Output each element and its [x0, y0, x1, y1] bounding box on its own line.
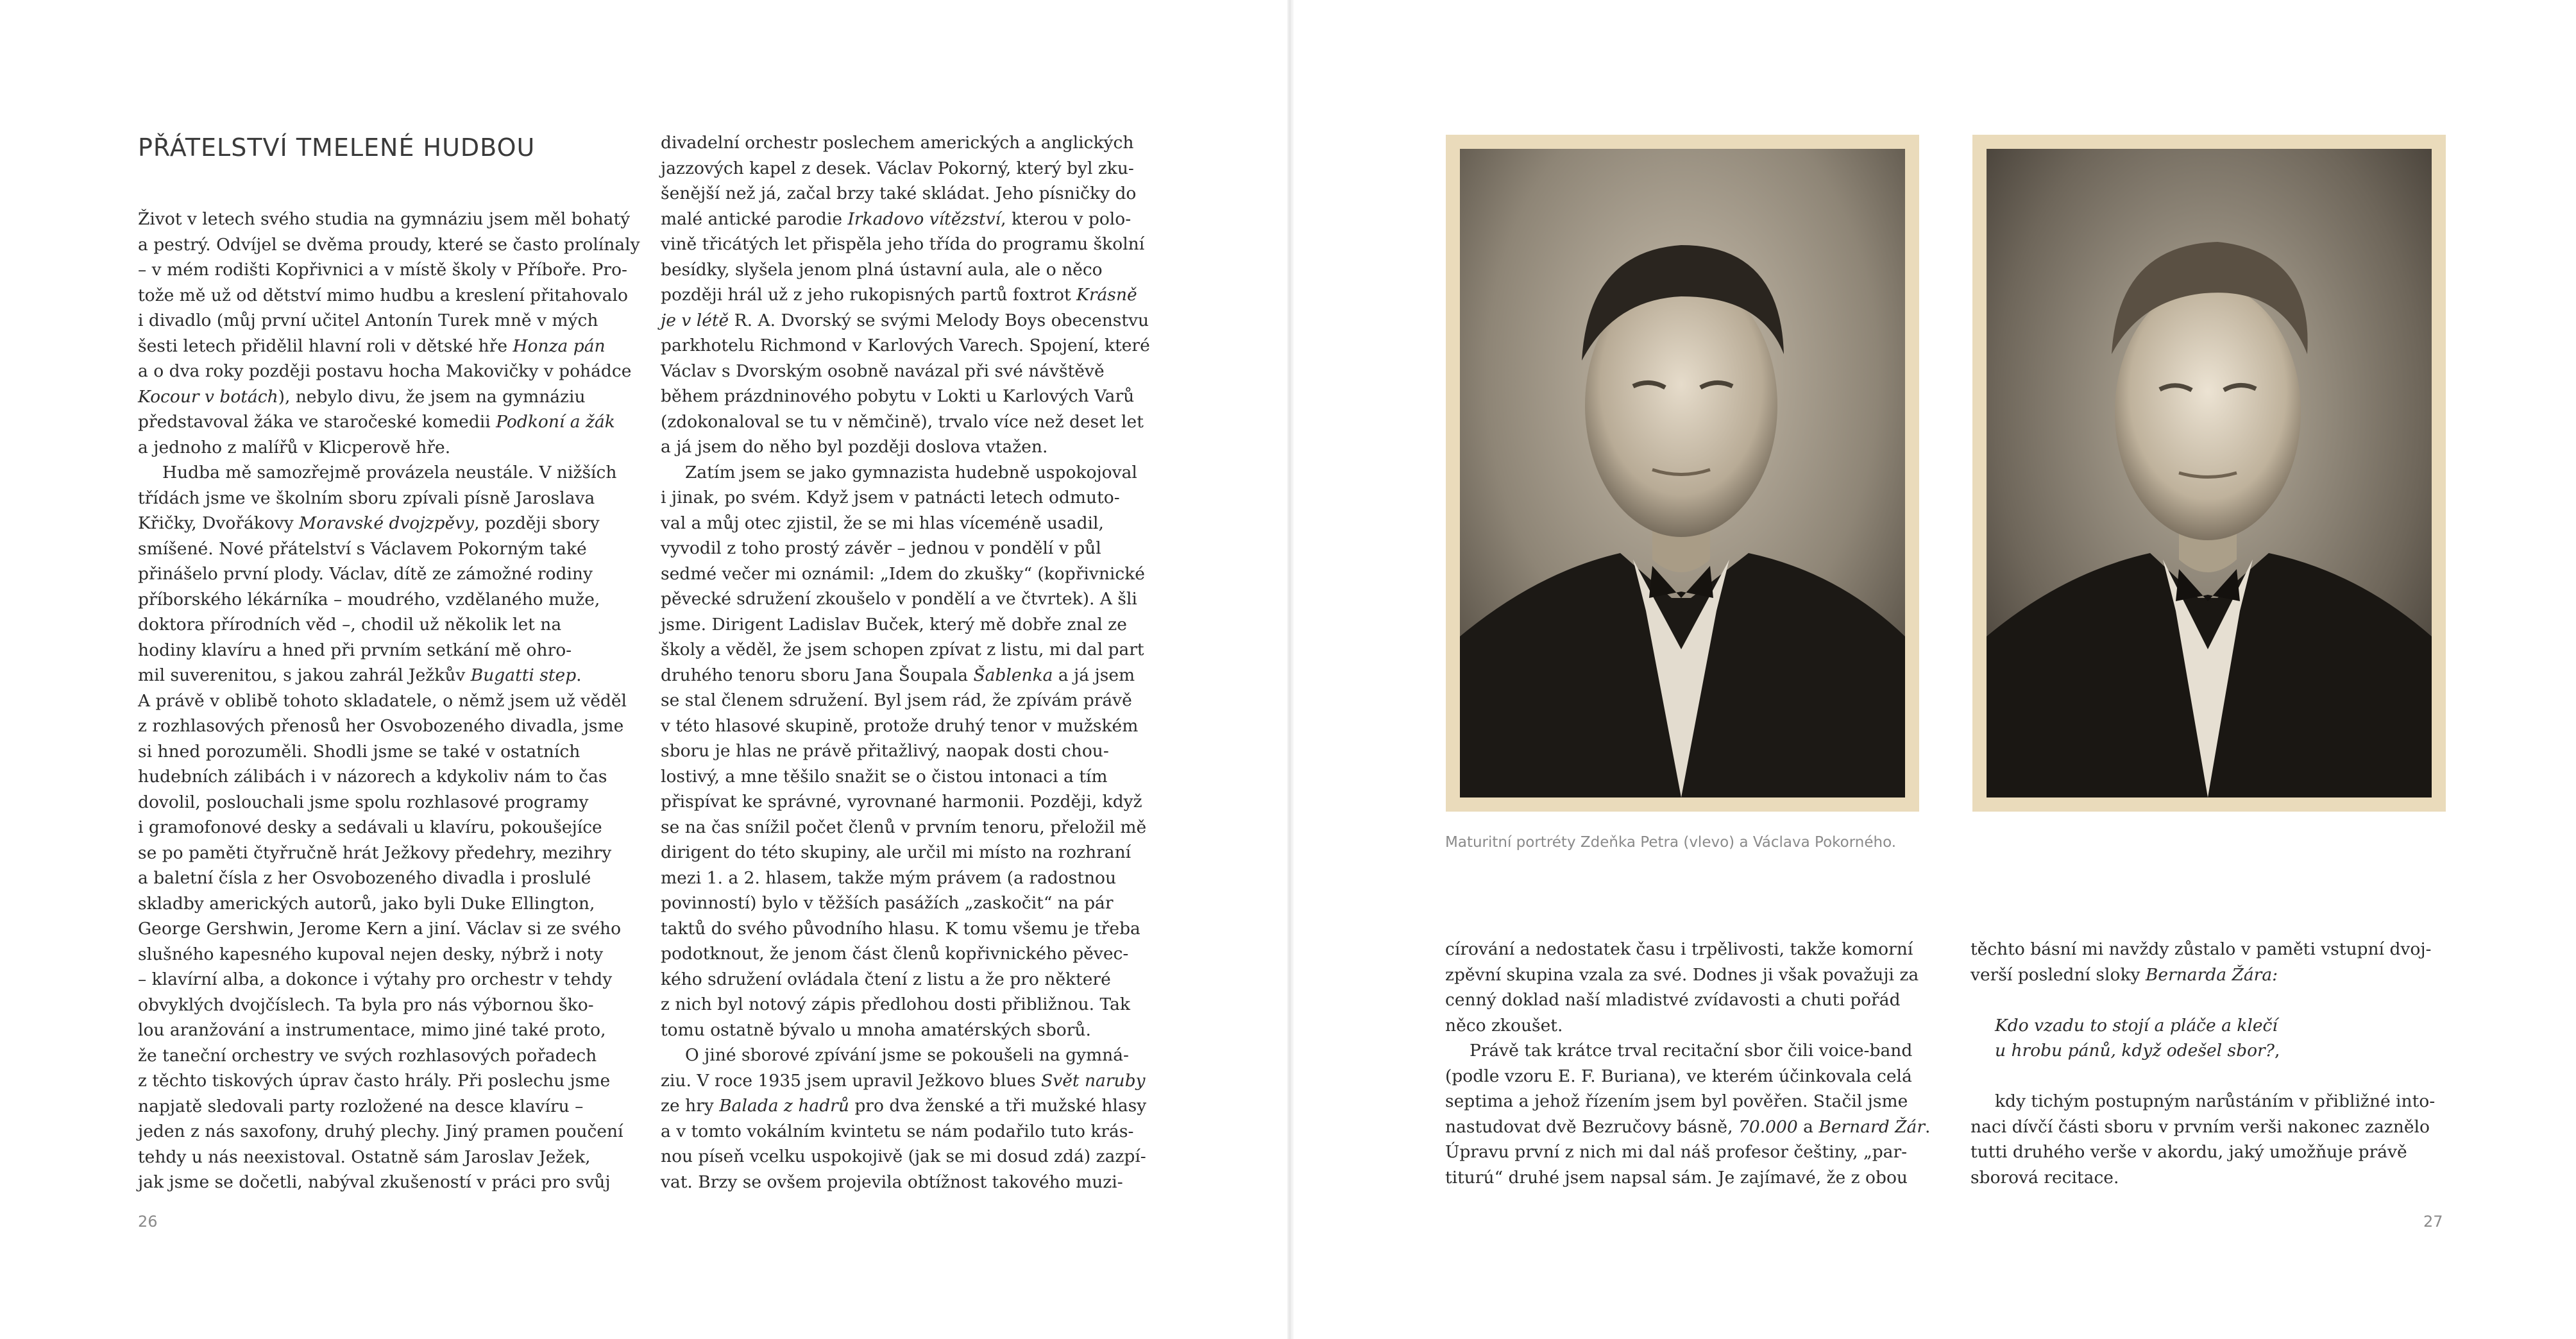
text-line: Život v letech svého studia na gymnáziu jsem měl bohatý — [138, 209, 631, 229]
text-line: zpěvní skupina vzala za své. Dodnes ji však považuji za — [1445, 964, 1919, 985]
text-line: i gramofonové desky a sedávali u klavíru, pokoušejíce — [138, 817, 602, 837]
text-line: podotknout, že jenom část členů kopřivnického pěvec- — [661, 944, 1129, 964]
text-line: povinností) bylo v těžších pasážích „zaskočit“ na pár — [661, 893, 1114, 913]
text-line: titurú“ druhé jsem napsal sám. Je zajímavé, že z obou — [1445, 1167, 1908, 1188]
text-line: sedmé večer mi oznámil: „Idem do zkušky“ (kopřivnické — [661, 563, 1145, 584]
text-line: ziu. V roce 1935 jsem upravil Ježkovo blues Svět naruby — [661, 1070, 1146, 1091]
text-line: vat. Brzy se ovšem projevila obtížnost takového muzi- — [661, 1172, 1123, 1192]
text-line: Kocour v botách), nebylo divu, že jsem na gymnáziu — [138, 386, 586, 407]
text-line: malé antické parodie Irkadovo vítězství, kterou v polo- — [661, 209, 1131, 229]
text-line: i divadlo (můj první učitel Antonín Turek mně v mých — [138, 311, 598, 330]
text-line: z nich byl notový zápis předlohou dosti přibližnou. Tak — [661, 994, 1130, 1014]
text-line: Úpravu první z nich mi dal náš profesor češtiny, „par- — [1445, 1142, 1908, 1162]
text-line: val a můj otec zjistil, že se mi hlas víceméně usadil, — [661, 513, 1104, 533]
text-line: pěvecké sdružení zkoušelo v pondělí a ve čtvrtek). A šli — [661, 589, 1137, 609]
text-line: druhého tenoru sboru Jana Šoupala Šablenka a já jsem — [661, 665, 1135, 685]
text-line: – klavírní alba, a dokonce i výtahy pro orchestr v tehdy — [138, 969, 613, 989]
text-line: jeden z nás saxofony, druhý plechy. Jiný pramen poučení — [138, 1122, 623, 1141]
text-line: z rozhlasových přenosů her Osvobozeného divadla, jsme — [138, 716, 624, 736]
text-line: školy a věděl, že jsem schopen zpívat z listu, mi dal part — [661, 640, 1144, 660]
text-line: je v létě R. A. Dvorský se svými Melody Boys obecenstvu — [661, 310, 1149, 330]
text-line: šenější než já, začal brzy také skládat. Jeho písničky do — [661, 183, 1137, 203]
text-column-3 — [1445, 937, 1925, 1190]
text-line: George Gershwin, Jerome Kern a jiní. Václav si ze svého — [138, 919, 622, 939]
text-line: taktů do svého původního hlasu. K tomu všemu je třeba — [661, 918, 1140, 939]
portrait-photo-zdenek-petr — [1446, 135, 1919, 812]
text-line: a jednoho z malířů v Klicperově hře. — [138, 437, 451, 457]
text-line: třídách jsme ve školním sboru zpívali písně Jaroslava — [138, 488, 595, 508]
text-line: i jinak, po svém. Když jsem v patnácti letech odmuto- — [661, 488, 1120, 507]
text-column-2 — [661, 130, 1150, 1195]
text-line: šesti letech přidělil hlavní roli v dětské hře Honza pán — [138, 336, 606, 356]
text-line: lou aranžování a instrumentace, mimo jiné také proto, — [138, 1020, 606, 1040]
photo-caption: Maturitní portréty Zdeňka Petra (vlevo) a Václava Pokorného. — [1445, 834, 1897, 851]
text-column-4 — [1970, 937, 2445, 1190]
left-page — [0, 0, 1287, 1339]
text-line: skladby amerických autorů, jako byli Duke Ellington, — [138, 893, 595, 914]
text-line: tutti druhého verše v akordu, jaký umožňuje právě — [1970, 1142, 2407, 1162]
text-line: naci dívčí části sboru v prvním verši nakonec zaznělo — [1970, 1116, 2430, 1137]
text-line — [1970, 1064, 2445, 1089]
text-line: si hned porozuměli. Shodli jsme se také v ostatních — [138, 741, 580, 762]
text-line: přinášelo první plody. Václav, dítě ze zámožné rodiny — [138, 564, 593, 584]
text-line: obvyklých dvojčíslech. Ta byla pro nás výbornou ško- — [138, 994, 594, 1015]
text-line: napjatě sledovali party rozložené na desce klavíru – — [138, 1096, 584, 1116]
text-line: besídky, slyšela jenom plná ústavní aula, ale o něco — [661, 259, 1103, 280]
book-gutter — [1287, 0, 1294, 1339]
text-line: tehdy u nás neexistoval. Ostatně sám Jaroslav Ježek, — [138, 1147, 591, 1167]
text-line: mezi 1. a 2. hlasem, takže mým právem (a radostnou — [661, 867, 1117, 888]
text-line: smíšené. Nové přátelství s Václavem Pokorným také — [138, 538, 587, 559]
text-line: nou píseň vcelku uspokojivě (jak se mi dosud zdá) zazpí- — [661, 1147, 1146, 1166]
text-line: doktora přírodních věd –, chodil už několik let na — [138, 615, 562, 635]
text-line: jazzových kapel z desek. Václav Pokorný, který byl zku- — [661, 158, 1134, 178]
text-line: těchto básní mi navždy zůstalo v paměti vstupní dvoj- — [1970, 939, 2432, 959]
page-number-right: 27 — [2423, 1213, 2443, 1231]
text-line: jsme. Dirigent Ladislav Buček, který mě dobře znal ze — [661, 614, 1127, 635]
text-line: a já jsem do něho byl později doslova vtažen. — [661, 437, 1048, 457]
text-line: septima a jehož řízením jsem byl pověřen. Stačil jsme — [1445, 1091, 1908, 1111]
text-line: v této hlasové skupině, protože druhý tenor v mužském — [661, 715, 1139, 736]
portrait-photo-vaclav-pokorny — [1972, 135, 2446, 812]
text-line: vyvodil z toho prostý závěr – jednou v pondělí v půl — [661, 538, 1101, 558]
text-line: kdy tichým postupným narůstáním v přibližné into- — [1995, 1091, 2436, 1111]
text-line: vině třicátých let přispěla jeho třída do programu školní — [661, 234, 1145, 254]
text-line: hodiny klavíru a hned při prvním setkání mě ohro- — [138, 640, 572, 660]
text-line: cenný doklad naší mladistvé zvídavosti a chuti pořád — [1445, 990, 1901, 1010]
text-line: přispívat ke správné, vyrovnané harmonii. Později, když — [661, 792, 1142, 812]
text-line: A právě v oblibě tohoto skladatele, o němž jsem už věděl — [138, 690, 627, 711]
text-line: hudebních zálibách i v názorech a kdykoliv nám to čas — [138, 767, 607, 787]
text-line: kého sdružení ovládala čtení z listu a že pro některé — [661, 969, 1111, 989]
text-line: – v mém rodišti Kopřivnici a v místě školy v Příboře. Pro- — [138, 260, 627, 280]
text-line: tože mě už od dětství mimo hudbu a kreslení přitahovalo — [138, 285, 628, 305]
text-line: u hrobu pánů, když odešel sbor?, — [1995, 1041, 2280, 1061]
text-line: nastudovat dvě Bezručovy básně, 70.000 a Bernard Žár — [1445, 1116, 1925, 1137]
text-line: se po paměti čtyřručně hrát Ježkovy předehry, mezihry — [138, 842, 612, 863]
text-line: něco zkoušet. — [1445, 1015, 1563, 1036]
text-line: círování a nedostatek času i trpělivosti, takže komorní — [1445, 939, 1913, 959]
text-line: (zdokonaloval se tu v němčině), trvalo více než deset let — [661, 411, 1144, 432]
text-line: se na čas snížil počet členů v prvním tenoru, přeložil mě — [661, 817, 1147, 837]
text-line: později hrál už z jeho rukopisných partů foxtrot Krásně — [661, 285, 1137, 305]
text-line: verší poslední sloky Bernarda Žára: — [1970, 964, 2278, 985]
text-line: z těchto tiskových úprav často hrály. Při poslechu jsme — [138, 1071, 611, 1091]
text-line — [1970, 987, 2445, 1013]
text-line: sborová recitace. — [1970, 1167, 2119, 1188]
text-line: (podle vzoru E. F. Buriana), ve kterém účinkovala celá — [1445, 1066, 1912, 1086]
text-line: během prázdninového pobytu v Lokti u Karlových Varů — [661, 386, 1135, 406]
text-line: Václav s Dvorským osobně navázal při své návštěvě — [661, 361, 1105, 381]
text-line: slušného kapesného kupoval nejen desky, nýbrž i noty — [138, 944, 604, 964]
chapter-title: PŘÁTELSTVÍ TMELENÉ HUDBOU — [138, 133, 536, 162]
text-line: se stal členem sdružení. Byl jsem rád, že zpívám právě — [661, 690, 1132, 710]
text-line: a pestrý. Odvíjel se dvěma proudy, které se často prolínaly — [138, 234, 640, 255]
text-line: Kdo vzadu to stojí a pláče a klečí — [1995, 1015, 2278, 1036]
text-line: představoval žáka ve staročeské komedii Podkoní a žák — [138, 412, 615, 432]
text-line: sboru je hlas ne právě přitažlivý, naopak dosti chou- — [661, 741, 1109, 761]
text-line: dirigent do této skupiny, ale určil mi místo na rozhraní — [661, 842, 1131, 862]
text-line: Zatím jsem se jako gymnazista hudebně uspokojoval — [685, 462, 1137, 482]
text-line: jak jsme se dočetli, nabýval zkušeností v práci pro svůj — [138, 1172, 611, 1192]
text-line: Hudba mě samozřejmě provázela neustále. V nižších — [162, 463, 617, 482]
text-line: Křičky, Dvořákovy Moravské dvojzpěvy, později sbory — [138, 513, 600, 533]
text-line: dovolil, poslouchali jsme spolu rozhlasové programy — [138, 792, 589, 812]
text-line: Právě tak krátce trval recitační sbor čili voice-band — [1470, 1041, 1913, 1061]
text-line: parkhotelu Richmond v Karlových Varech. Spojení, které — [661, 336, 1150, 355]
text-column-1 — [138, 207, 640, 1195]
text-line: že taneční orchestry ve svých rozhlasových pořadech — [138, 1045, 597, 1066]
text-line: ze hry Balada z hadrů pro dva ženské a tři mužské hlasy — [661, 1096, 1147, 1116]
text-line: mil suverenitou, s jakou zahrál Ježkův Bugatti step. — [138, 665, 582, 685]
text-line: příborského lékárníka – moudrého, vzdělaného muže, — [138, 589, 600, 610]
text-line: tomu ostatně bývalo u mnoha amatérských sborů. — [661, 1019, 1091, 1040]
text-line: divadelní orchestr poslechem amerických a anglických — [661, 133, 1134, 153]
text-line: a baletní čísla z her Osvobozeného divadla i proslulé — [138, 868, 591, 888]
text-line: O jiné sborové zpívání jsme se pokoušeli na gymná- — [685, 1045, 1129, 1065]
text-line: lostivý, a mne těšilo snažit se o čistou intonaci a tím — [661, 766, 1108, 787]
text-line: a v tomto vokálním kvintetu se nám podařilo tuto krás- — [661, 1121, 1134, 1141]
page-number-left: 26 — [138, 1213, 158, 1231]
text-line: a o dva roky později postavu hocha Makovičky v pohádce — [138, 361, 632, 381]
